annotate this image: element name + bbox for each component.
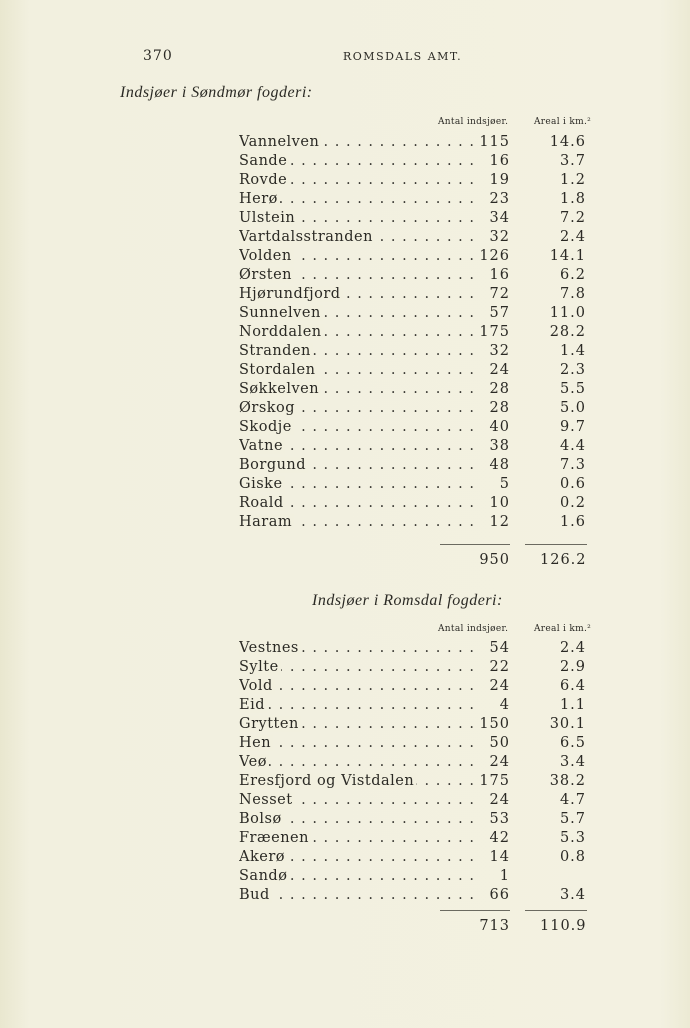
district-name-cell [239, 773, 475, 789]
lake-area: 11.0 [549, 305, 586, 321]
lake-area: 14.1 [549, 248, 586, 264]
district-name-cell [239, 172, 475, 188]
lake-count: 48 [489, 457, 510, 473]
district-name: Roald [239, 495, 284, 511]
lake-count: 19 [489, 172, 510, 188]
district-name: Ulstein [239, 210, 296, 226]
lake-count: 50 [489, 735, 510, 751]
table-row [0, 343, 690, 362]
running-head: ROMSDALS AMT. [343, 50, 463, 63]
lake-count: 66 [489, 887, 510, 903]
district-name-cell [239, 868, 475, 884]
district-name: Grytten [239, 716, 299, 732]
table-row [0, 868, 690, 887]
lake-count: 24 [489, 754, 510, 770]
lake-area: 9.7 [559, 419, 586, 435]
district-name-cell [239, 640, 475, 656]
district-name: Sylte [239, 659, 279, 675]
district-name: Vold [239, 678, 273, 694]
district-name: Akerø [239, 849, 285, 865]
total-count-sondmor: 950 [479, 552, 510, 568]
lake-count: 32 [489, 343, 510, 359]
lake-count: 72 [489, 286, 510, 302]
lake-area: 4.7 [559, 792, 586, 808]
table-row [0, 792, 690, 811]
lake-count: 150 [479, 716, 510, 732]
district-name-cell [239, 229, 475, 245]
table-row [0, 678, 690, 697]
lake-area: 6.5 [559, 735, 586, 751]
lake-area: 3.7 [559, 153, 586, 169]
section-title-romsdal: Indsjøer i Romsdal fogderi: [312, 592, 503, 609]
table-row [0, 419, 690, 438]
lake-count: 32 [489, 229, 510, 245]
district-name: Fræenen [239, 830, 309, 846]
district-name-cell [239, 514, 475, 530]
lake-count: 23 [489, 191, 510, 207]
district-name: Vannelven [239, 134, 320, 150]
table-row [0, 210, 690, 229]
lake-area: 7.2 [559, 210, 586, 226]
table-row [0, 457, 690, 476]
lake-area: 4.4 [559, 438, 586, 454]
lake-area: 2.9 [559, 659, 586, 675]
table-row [0, 248, 690, 267]
district-name-cell [239, 495, 475, 511]
district-name-cell [239, 400, 475, 416]
section-title-sondmor: Indsjøer i Søndmør fogderi: [120, 84, 313, 101]
table-row [0, 495, 690, 514]
table-row [0, 172, 690, 191]
lake-count: 1 [499, 868, 510, 884]
district-name-cell [239, 191, 475, 207]
lake-area: 5.0 [559, 400, 586, 416]
district-name-cell [239, 735, 475, 751]
total-area-sondmor: 126.2 [540, 552, 587, 568]
district-name: Stranden [239, 343, 311, 359]
page-header [0, 48, 690, 68]
lake-area: 5.3 [559, 830, 586, 846]
lake-area: 1.2 [559, 172, 586, 188]
district-name-cell [239, 438, 475, 454]
district-name: Sandø [239, 868, 288, 884]
lake-count: 126 [479, 248, 510, 264]
lake-area: 5.5 [559, 381, 586, 397]
district-name: Søkkelven [239, 381, 320, 397]
table-row [0, 438, 690, 457]
district-name: Rovde [239, 172, 288, 188]
lake-area: 38.2 [549, 773, 586, 789]
district-name-cell [239, 362, 475, 378]
lake-area: 7.8 [559, 286, 586, 302]
lake-count: 34 [489, 210, 510, 226]
lake-count: 24 [489, 792, 510, 808]
district-name-cell [239, 210, 475, 226]
district-name-cell [239, 343, 475, 359]
total-area-romsdal: 110.9 [540, 918, 587, 934]
col-head-count-romsdal: Antal indsjøer. [438, 624, 509, 634]
district-name: Borgund [239, 457, 307, 473]
lake-area: 2.4 [559, 640, 586, 656]
table-row [0, 773, 690, 792]
lake-count: 40 [489, 419, 510, 435]
district-name: Eresfjord og Vistdalen [239, 773, 415, 789]
district-name-cell [239, 305, 475, 321]
district-name: Veø [239, 754, 267, 770]
district-name: Skodje [239, 419, 292, 435]
col-head-area-romsdal: Areal i km.² [534, 624, 592, 634]
lake-count: 54 [489, 640, 510, 656]
district-name: Vestnes [239, 640, 299, 656]
sum-rule [525, 910, 587, 911]
table-row [0, 735, 690, 754]
lake-area: 0.2 [559, 495, 586, 511]
district-name: Hjørundfjord [239, 286, 341, 302]
district-name-cell [239, 792, 475, 808]
lake-area: 0.8 [559, 849, 586, 865]
table-row [0, 267, 690, 286]
district-name: Stordalen [239, 362, 316, 378]
table-row [0, 134, 690, 153]
lake-area: 6.4 [559, 678, 586, 694]
col-head-count-sondmor: Antal indsjøer. [438, 117, 509, 127]
district-name-cell [239, 811, 475, 827]
lake-area: 1.6 [559, 514, 586, 530]
district-name-cell [239, 267, 475, 283]
lake-area: 6.2 [559, 267, 586, 283]
district-name-cell [239, 849, 475, 865]
lake-count: 115 [479, 134, 510, 150]
district-name: Bolsø [239, 811, 282, 827]
district-name-cell [239, 476, 475, 492]
district-name-cell [239, 754, 475, 770]
district-name: Herø [239, 191, 278, 207]
table-row [0, 476, 690, 495]
lake-count: 10 [489, 495, 510, 511]
district-name-cell [239, 134, 475, 150]
lake-area: 28.2 [549, 324, 586, 340]
district-name-cell [239, 248, 475, 264]
table-row [0, 153, 690, 172]
lake-area: 2.3 [559, 362, 586, 378]
lake-count: 175 [479, 773, 510, 789]
table-row [0, 716, 690, 735]
district-name-cell [239, 381, 475, 397]
lake-area: 30.1 [549, 716, 586, 732]
district-name-cell [239, 659, 475, 675]
lake-area: 2.4 [559, 229, 586, 245]
lake-count: 28 [489, 400, 510, 416]
lake-count: 53 [489, 811, 510, 827]
district-name-cell [239, 678, 475, 694]
district-name-cell [239, 419, 475, 435]
district-name: Vartdalsstranden [239, 229, 373, 245]
total-count-romsdal: 713 [479, 918, 510, 934]
table-row [0, 659, 690, 678]
district-name-cell [239, 830, 475, 846]
table-row [0, 324, 690, 343]
district-name: Giske [239, 476, 283, 492]
district-name: Sunnelven [239, 305, 321, 321]
district-name: Norddalen [239, 324, 322, 340]
lake-area: 0.6 [559, 476, 586, 492]
lake-count: 5 [499, 476, 510, 492]
table-row [0, 640, 690, 659]
lake-count: 16 [489, 267, 510, 283]
table-row [0, 514, 690, 533]
lake-area: 3.4 [559, 887, 586, 903]
table-row [0, 754, 690, 773]
table-row [0, 811, 690, 830]
col-head-area-sondmor: Areal i km.² [534, 117, 592, 127]
table-row [0, 830, 690, 849]
district-name: Ørskog [239, 400, 296, 416]
lake-count: 28 [489, 381, 510, 397]
district-name: Eid [239, 697, 266, 713]
district-name-cell [239, 457, 475, 473]
lake-area: 1.1 [559, 697, 586, 713]
district-name-cell [239, 887, 475, 903]
lake-area: 5.7 [559, 811, 586, 827]
lake-count: 22 [489, 659, 510, 675]
table-row [0, 229, 690, 248]
district-name: Ørsten [239, 267, 293, 283]
table-row [0, 400, 690, 419]
district-name: Volden [239, 248, 292, 264]
table-row [0, 697, 690, 716]
lake-count: 24 [489, 678, 510, 694]
district-name: Sande [239, 153, 288, 169]
lake-count: 12 [489, 514, 510, 530]
lake-area: 14.6 [549, 134, 586, 150]
district-name: Hen [239, 735, 272, 751]
district-name: Bud [239, 887, 270, 903]
sum-rule [525, 544, 587, 545]
lake-count: 16 [489, 153, 510, 169]
lake-area: 1.8 [559, 191, 586, 207]
page-number: 370 [143, 48, 173, 64]
table-row [0, 887, 690, 906]
district-name-cell [239, 697, 475, 713]
table-row [0, 381, 690, 400]
lake-area: 3.4 [559, 754, 586, 770]
district-name-cell [239, 153, 475, 169]
lake-area: 1.4 [559, 343, 586, 359]
lake-area: 7.3 [559, 457, 586, 473]
district-name: Haram [239, 514, 293, 530]
sum-rule [440, 544, 510, 545]
lake-count: 38 [489, 438, 510, 454]
lake-count: 24 [489, 362, 510, 378]
district-name: Vatne [239, 438, 284, 454]
sum-rule [440, 910, 510, 911]
lake-count: 42 [489, 830, 510, 846]
district-name-cell [239, 324, 475, 340]
lake-count: 57 [489, 305, 510, 321]
district-name: Nesset [239, 792, 293, 808]
table-row [0, 305, 690, 324]
table-row [0, 191, 690, 210]
district-name-cell [239, 716, 475, 732]
lake-count: 14 [489, 849, 510, 865]
table-row [0, 286, 690, 305]
lake-count: 175 [479, 324, 510, 340]
district-name-cell [239, 286, 475, 302]
table-row [0, 849, 690, 868]
table-row [0, 362, 690, 381]
lake-count: 4 [499, 697, 510, 713]
